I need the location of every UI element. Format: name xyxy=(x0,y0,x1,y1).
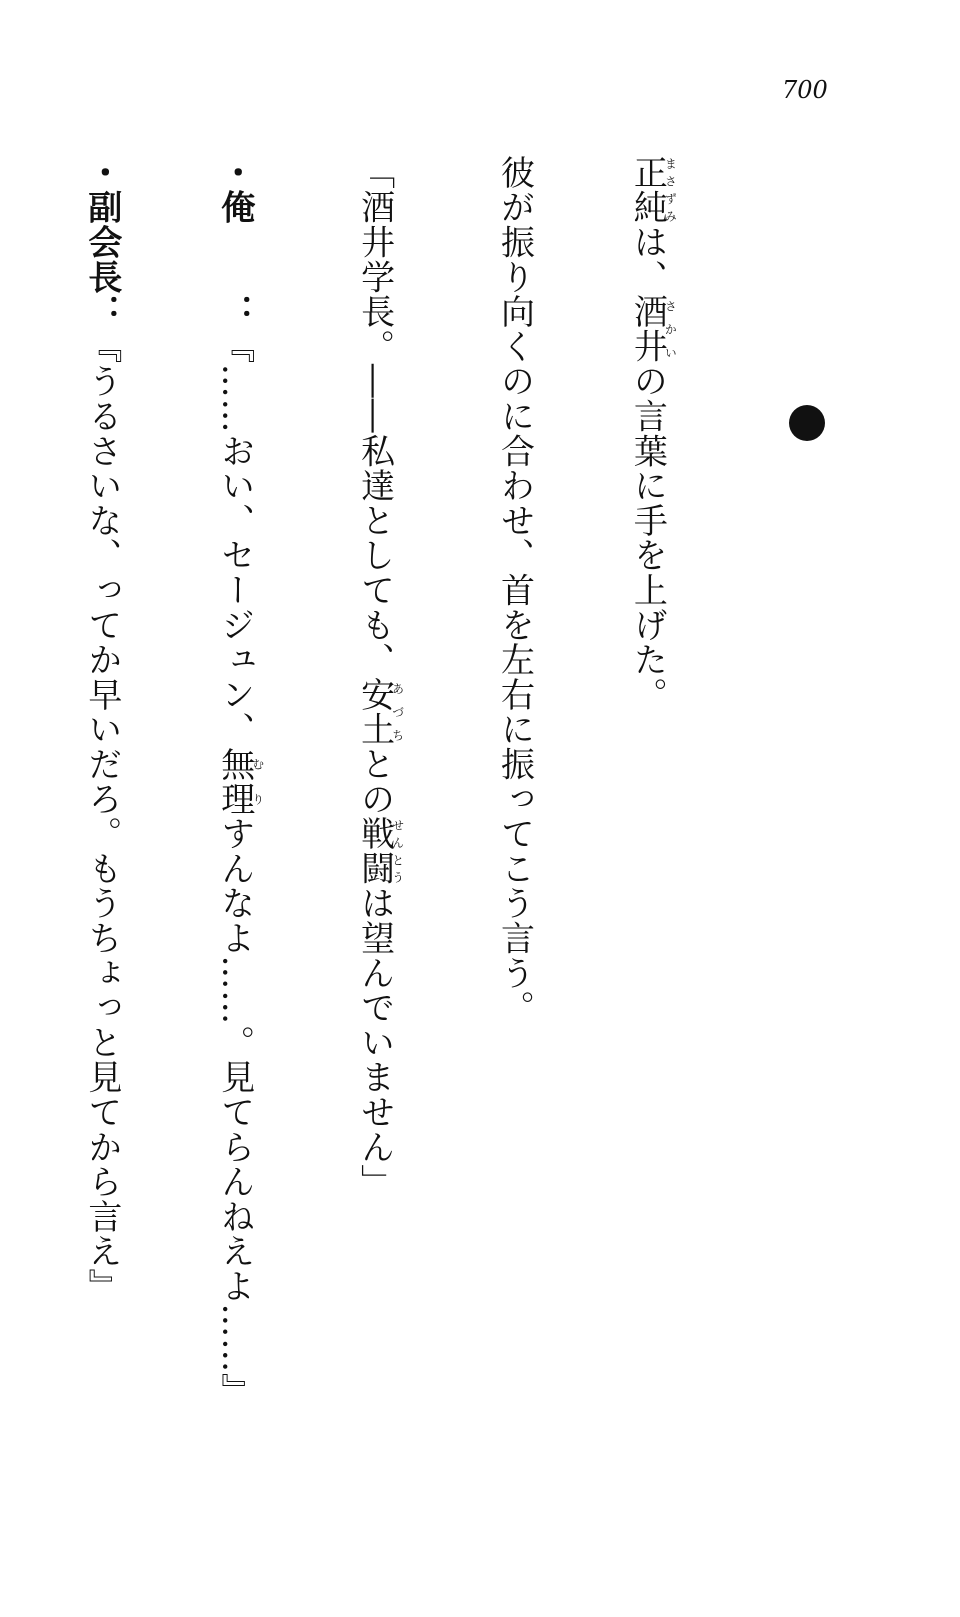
ruby-word: 安土あづち xyxy=(354,677,405,747)
text-line: 正純まさずみは、酒井さかいの言葉に手を上げた。 xyxy=(627,155,678,712)
ruby-word: 酒井さかい xyxy=(627,294,678,364)
chat-line: ・副会長：『うるさいな、ってか早いだろ。もうちょっと見てから言え』 xyxy=(81,155,122,1304)
vertical-text-body xyxy=(0,155,765,1408)
text-line: 彼が振り向くのに合わせ、首を左右に振ってこう言う。 xyxy=(494,155,535,1025)
speaker-label: ・副会長： xyxy=(81,155,122,329)
ruby-word: 戦闘せんとう xyxy=(354,816,405,886)
page-number: 700 xyxy=(782,76,828,104)
speaker-label: ・俺 ： xyxy=(214,155,255,329)
ruby-word: 無理むり xyxy=(214,746,265,817)
ruby-word: 正純まさずみ xyxy=(627,155,678,225)
text-line: 「酒井学長。――私達としても、安土あづちとの戦闘せんとうは望んでいません」 xyxy=(354,155,405,1200)
chat-line: ・俺 ：『……おい、セージュン、無理むりすんなよ……。見てらんねえよ……』 xyxy=(214,155,265,1408)
black-dot-marker xyxy=(789,405,825,441)
